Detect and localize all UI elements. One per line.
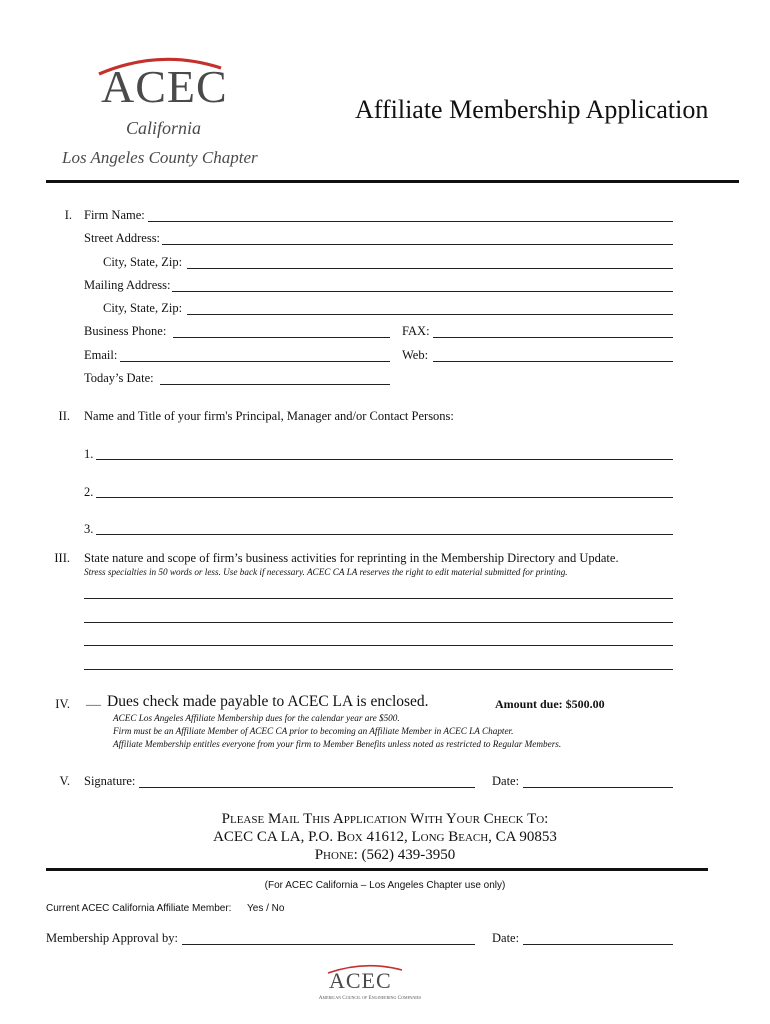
- mailing-address-label: Mailing Address:: [84, 278, 171, 292]
- email-field[interactable]: [120, 361, 390, 362]
- activities-line-1[interactable]: [84, 598, 673, 599]
- street-address-label: Street Address:: [84, 231, 161, 245]
- contact-persons-label: Name and Title of your firm's Principal, Manager and/or Contact Persons:: [84, 409, 454, 423]
- dues-note-1: ACEC Los Angeles Affiliate Membership dues for the calendar year are $500.: [113, 713, 400, 723]
- firm-name-label: Firm Name:: [84, 208, 145, 222]
- mail-address: ACEC CA LA, P.O. Box 41612, Long Beach, CA 90853: [213, 829, 557, 845]
- footer-logo-subtext: American Council of Engineering Companies: [318, 995, 422, 1001]
- firm-name-field[interactable]: [148, 221, 673, 222]
- footer-logo-text: ACEC: [329, 968, 392, 993]
- contact-3-number: 3.: [84, 522, 94, 536]
- mailing-city-state-zip-label: City, State, Zip:: [103, 301, 183, 315]
- mail-phone: Phone: (562) 439-3950: [314, 847, 456, 863]
- approval-label: Membership Approval by:: [46, 931, 178, 945]
- header-divider: [46, 180, 739, 183]
- section-1-numeral: I.: [64, 208, 72, 222]
- signature-date-label: Date:: [492, 774, 520, 788]
- activities-line-3[interactable]: [84, 645, 673, 646]
- contact-1-number: 1.: [84, 447, 94, 461]
- city-state-zip-field[interactable]: [187, 268, 673, 269]
- email-label: Email:: [84, 348, 118, 362]
- activities-line-4[interactable]: [84, 669, 673, 670]
- contact-1-field[interactable]: [96, 459, 673, 460]
- contact-2-field[interactable]: [96, 497, 673, 498]
- section-5-numeral: V.: [59, 774, 70, 788]
- office-use-heading: (For ACEC California – Los Angeles Chapter use only): [264, 880, 506, 891]
- amount-due: Amount due: $500.00: [495, 697, 605, 711]
- business-activities-note: Stress specialties in 50 words or less. Use back if necessary. ACEC CA LA reserves the right to edit material submitted for printing.: [84, 567, 568, 577]
- approval-date-field[interactable]: [523, 944, 673, 945]
- mailing-city-state-zip-field[interactable]: [187, 314, 673, 315]
- approval-date-label: Date:: [492, 931, 520, 945]
- mail-instructions: Please Mail This Application With Your Check To:: [221, 811, 549, 827]
- dues-note-2: Firm must be an Affiliate Member of ACEC CA prior to becoming an Affiliate Member in ACEC LA Chapter.: [113, 726, 514, 736]
- section-4-numeral: IV.: [55, 697, 70, 711]
- current-member-value[interactable]: Yes / No: [247, 903, 285, 914]
- section-2-numeral: II.: [58, 409, 70, 423]
- approval-field[interactable]: [182, 944, 475, 945]
- business-phone-field[interactable]: [173, 337, 390, 338]
- current-member-label: Current ACEC California Affiliate Member:: [46, 903, 232, 914]
- signature-field[interactable]: [139, 787, 475, 788]
- contact-3-field[interactable]: [96, 534, 673, 535]
- web-field[interactable]: [433, 361, 673, 362]
- street-address-field[interactable]: [162, 244, 673, 245]
- contact-2-number: 2.: [84, 485, 94, 499]
- signature-label: Signature:: [84, 774, 136, 788]
- chapter-name: Los Angeles County Chapter: [62, 148, 258, 167]
- fax-field[interactable]: [433, 337, 673, 338]
- city-state-zip-label: City, State, Zip:: [103, 255, 183, 269]
- section-3-numeral: III.: [54, 551, 70, 565]
- dues-enclosed-label: Dues check made payable to ACEC LA is enclosed.: [107, 693, 429, 710]
- logo-acec-text: ACEC: [101, 61, 228, 112]
- activities-line-2[interactable]: [84, 622, 673, 623]
- dues-checkbox-blank[interactable]: __: [86, 692, 101, 708]
- signature-date-field[interactable]: [523, 787, 673, 788]
- logo-california-text: California: [126, 118, 202, 138]
- page-title: Affiliate Membership Application: [355, 95, 709, 124]
- todays-date-field[interactable]: [160, 384, 390, 385]
- web-label: Web:: [402, 348, 429, 362]
- business-activities-label: State nature and scope of firm’s business activities for reprinting in the Membership Directory and Update.: [84, 551, 619, 565]
- todays-date-label: Today’s Date:: [84, 371, 154, 385]
- office-use-divider: [46, 868, 708, 871]
- mailing-address-field[interactable]: [172, 291, 673, 292]
- business-phone-label: Business Phone:: [84, 324, 167, 338]
- dues-note-3: Affiliate Membership entitles everyone from your firm to Member Benefits unless noted as restricted to Regular Members.: [113, 739, 562, 749]
- fax-label: FAX:: [402, 324, 430, 338]
